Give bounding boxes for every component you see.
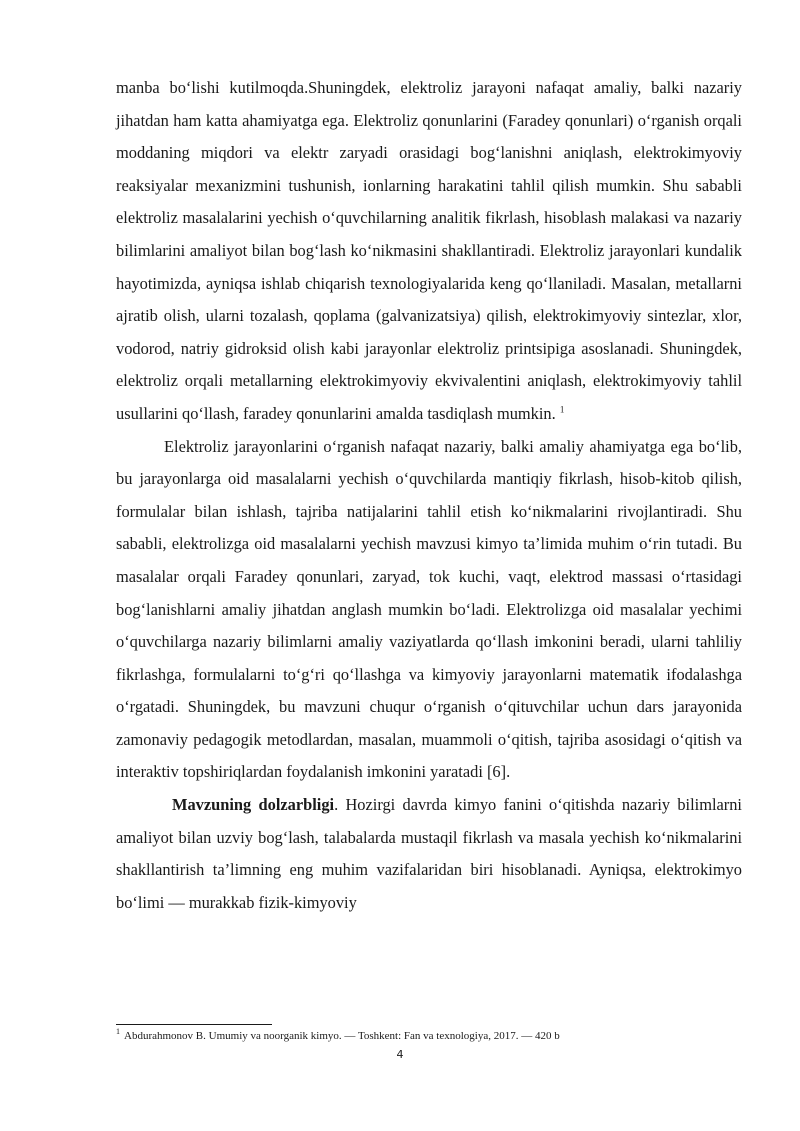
footnote-text: Abdurahmonov B. Umumiy va noorganik kimyo. — Toshkent: Fan va texnologiya, 2017. — 420 b [124, 1030, 560, 1042]
page-number: 4 [396, 1048, 404, 1061]
footnote-marker: 1 [116, 1027, 120, 1037]
footnote [116, 1029, 742, 1043]
paragraph-2 [116, 431, 742, 790]
paragraph-3 [116, 789, 742, 919]
body-text [116, 72, 742, 919]
paragraph-2-text: Elektroliz jarayonlarini o‘rganish nafaqat nazariy, balki amaliy ahamiyatga ega bo‘lib, bu jarayonlarga oid masalalarni yechish o‘quvchilarda mantiqiy fikrlash, hisob-kitob qilish, formulalar bilan ishlash, tajriba natijalarini tahlil etish ko‘nikmalarini rivojlantiradi. Shu sababli, elektrolizga oid masalalarni yechish mavzusi kimyo ta’limida muhim o‘rin tutadi. Bu masalalar orqali Faradey qonunlari, zaryad, tok kuchi, vaqt, elektrod massasi o‘rtasidagi bog‘lanishlarni amaliy jihatdan anglash mumkin bo‘ladi. Elektrolizga oid masalalar yechimi o‘quvchilarga nazariy bilimlarni amaliy vaziyatlarda qo‘llash imkonini beradi, ularni tahliliy fikrlashga, formulalarni to‘g‘ri qo‘llashga va kimyoviy jarayonlarni matematik ifodalashga o‘rgatadi. Shuningdek, bu mavzuni chuqur o‘rganish o‘qituvchilar uchun dars jarayonida zamonaviy pedagogik metodlardan, masalan, muammoli o‘qitish, tajriba asosidagi o‘qitish va interaktiv topshiriqlardan foydalanish imkonini yaratadi [6]. [116, 436, 742, 782]
paragraph-3-text: . Hozirgi davrda kimyo fanini o‘qitishda nazariy bilimlarni amaliyot bilan uzviy bog‘lash, talabalarda mustaqil fikrlash va masala yechish ko‘nikmalarini shakllantirish ta’limning eng muhim vazifalaridan biri hisoblanadi. Ayniqsa, elektrokimyo bo‘limi — murakkab fizik-kimyoviy [116, 795, 742, 912]
footnote-divider [116, 1024, 272, 1025]
section-heading-relevance: Mavzuning dolzarbligi [172, 795, 335, 815]
footnote-reference: 1 [559, 404, 565, 415]
paragraph-1 [116, 72, 742, 431]
paragraph-1-text: manba bo‘lishi kutilmoqda.Shuningdek, elektroliz jarayoni nafaqat amaliy, balki nazariy jihatdan ham katta ahamiyatga ega. Elektroliz qonunlarini (Faradey qonunlari) o‘rganish orqali moddaning miqdori va elektr zaryadi orasidagi bog‘lanishni aniqlash, elektrokimyoviy reaksiyalar mexanizmini tushunish, ionlarning harakatini tahlil qilish mumkin. Shu sababli elektroliz masalalarini yechish o‘quvchilarning analitik fikrlash, hisoblash malakasi va nazariy bilimlarini amaliyot bilan bog‘lash ko‘nikmasini shakllantiradi. Elektroliz jarayonlari kundalik hayotimizda, ayniqsa ishlab chiqarish texnologiyalarida keng qo‘llaniladi. Masalan, metallarni ajratib olish, ularni tozalash, qoplama (galvanizatsiya) qilish, elektrokimyoviy sintezlar, xlor, vodorod, natriy gidroksid olish kabi jarayonlar elektroliz printsipiga asoslanadi. Shuningdek, elektroliz orqali metallarning elektrokimyoviy ekvivalentini aniqlash, elektrokimyoviy tahlil usullarini qo‘llash, faradey qonunlarini amalda tasdiqlash mumkin. [116, 78, 742, 423]
